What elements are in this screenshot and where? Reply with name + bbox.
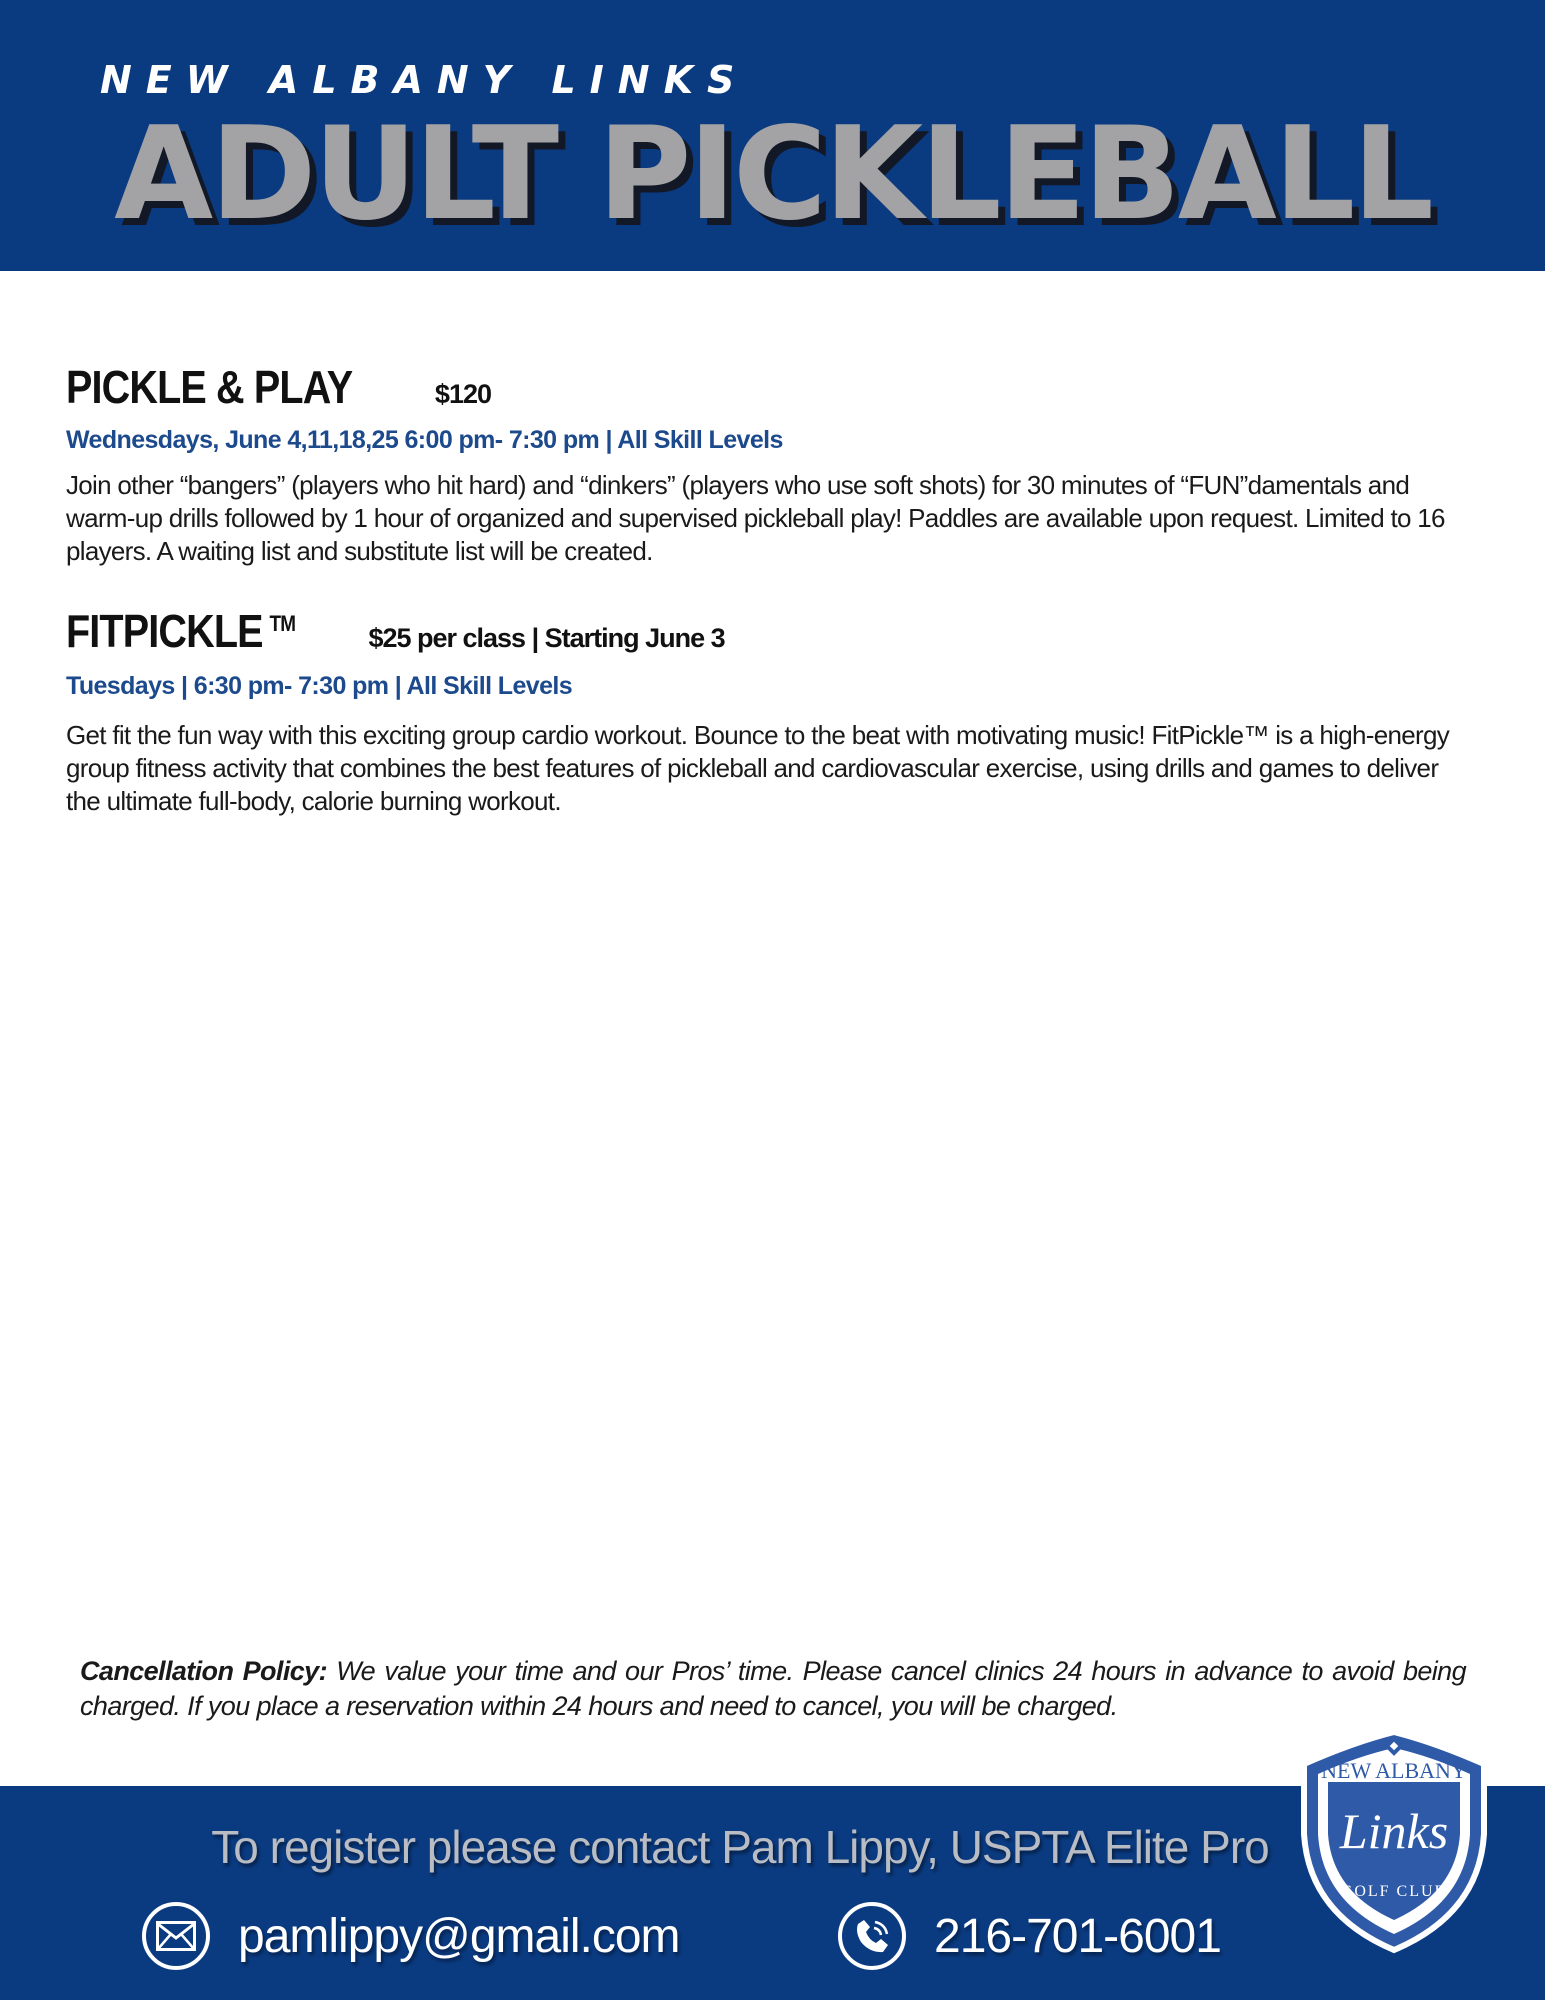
logo-line2: Links — [1339, 1803, 1449, 1859]
program-name-wrap — [66, 604, 295, 658]
register-text: To register please contact Pam Lippy, USPTA Elite Pro — [211, 1821, 1269, 1873]
program-schedule: Tuesdays | 6:30 pm- 7:30 pm | All Skill Levels — [66, 672, 573, 700]
phone-number[interactable]: 216-701-6001 — [934, 1909, 1221, 1963]
program-name: PICKLE & PLAY — [66, 361, 353, 413]
new-albany-links-logo — [1294, 1724, 1494, 1956]
program-fitpickle — [66, 604, 1456, 818]
cancellation-policy — [80, 1654, 1466, 1724]
email-address[interactable]: pamlippy@gmail.com — [238, 1909, 680, 1963]
phone-icon — [838, 1902, 906, 1970]
program-price: $120 — [434, 379, 491, 409]
envelope-icon — [142, 1902, 210, 1970]
cancellation-text: We value your time and our Pros’ time. Please cancel clinics 24 hours in advance to avoid being charged. If you place a reservation within 24 hours and need to cancel, you will be charged. — [80, 1656, 1467, 1721]
logo-line3: GOLF CLUB — [1340, 1883, 1448, 1900]
header-subtitle: NEW ALBANY LINKS — [100, 58, 749, 102]
trademark-symbol: TM — [269, 610, 296, 636]
program-description: Join other “bangers” (players who hit hard) and “dinkers” (players who use soft shots) for 30 minutes of “FUN”damentals and warm-up drills followed by 1 hour of organized and supervised pickleball play! Paddles are available upon request. Limited to 16 players. A waiting list and substitute list will be created. — [66, 470, 1445, 566]
page-title: ADULT PICKLEBALL — [114, 100, 1431, 249]
email-contact[interactable] — [142, 1902, 680, 1970]
program-schedule: Wednesdays, June 4,11,18,25 6:00 pm- 7:30 pm | All Skill Levels — [66, 426, 783, 454]
program-price: $25 per class | Starting June 3 — [368, 623, 725, 653]
cancellation-label: Cancellation Policy: — [80, 1656, 327, 1686]
program-heading — [66, 360, 1456, 414]
program-description: Get fit the fun way with this exciting group cardio workout. Bounce to the beat with motivating music! FitPickle™ is a high-energy group fitness activity that combines the best features of pickleball and cardiovascular exercise, using drills and games to deliver the ultimate full-body, calorie burning workout. — [66, 720, 1450, 816]
program-heading — [66, 604, 1456, 658]
program-name: FITPICKLE — [66, 605, 263, 657]
program-pickle-and-play — [66, 360, 1456, 568]
logo-line1: NEW ALBANY — [1321, 1758, 1467, 1783]
phone-contact[interactable] — [838, 1902, 1221, 1970]
